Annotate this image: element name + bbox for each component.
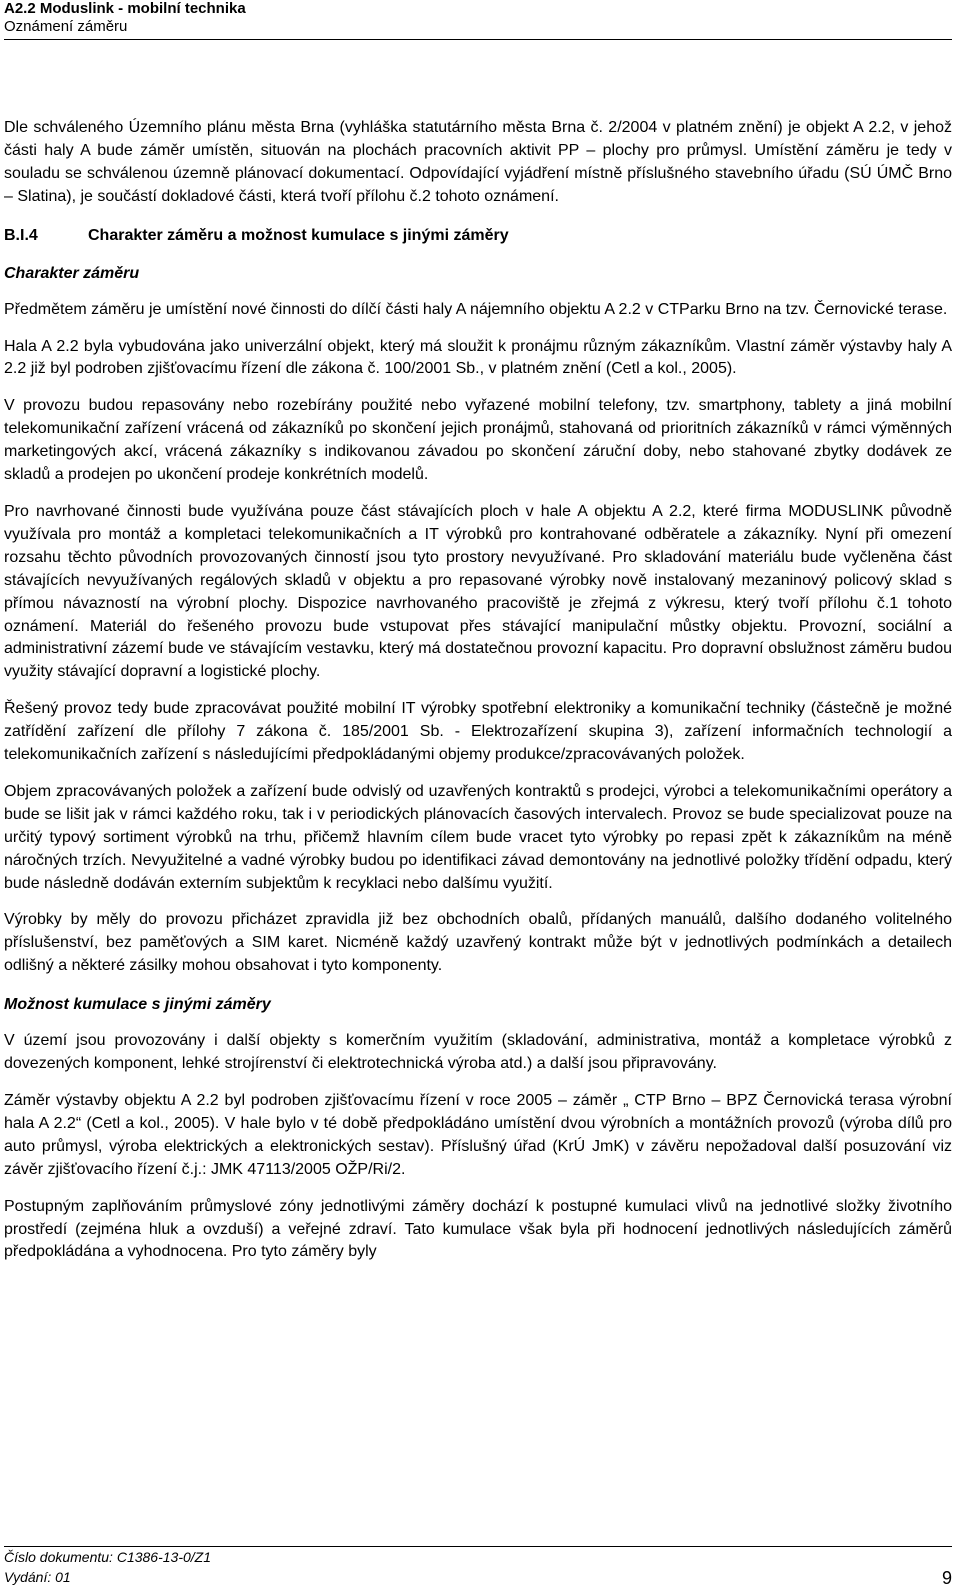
paragraph-subject: Předmětem záměru je umístění nové činnosti do dílčí části haly A nájemního objektu A 2.2 v CTParku Brno na tzv. Černovické terase. [4, 300, 948, 318]
paragraph-processing: Řešený provoz tedy bude zpracovávat použité mobilní IT výrobky spotřební elektroniky a komunikační techniky (částečně je možné zatřídění zařízení dle přílohy 7 zákona č. 185/2001 Sb. - Elektrozařízení skupina 3), zařízení informačních technologií a telekomunikačních zařízení s následujícími předpokládanými objemy produkce/zpracovávaných položek. [4, 700, 952, 764]
page-header [4, 0, 952, 36]
section-title: Charakter záměru a možnost kumulace s jinými záměry [88, 226, 509, 244]
paragraph-space: Pro navrhované činnosti bude využívána pouze část stávajících ploch v hale A objektu A 2.2, které firma MODUSLINK původně využívala pro montáž a kompletaci telekomunikačních a IT výrobků pro kontrahované odběratele a zákazníky. Nyní při omezení rozsahu těchto původních provozovaných činností jsou tyto prostory nevyužívané. Pro skladování materiálu bude vyčleněna část stávajících nevyužívaných regálových skladů v objektu a pro repasované výrobky nově instalovaný mezaninový policový sklad s přímou návazností na výrobní plochy. Dispozice navrhovaného pracoviště je zřejmá z výkresu, který tvoří přílohu č.1 tohoto oznámení. Materiál do řešeného provozu bude vstupovat přes stávající manipulační můstky objektu. Provozní, sociální a administrativní zázemí bude ve stávajícím vestavku, který má dostatečnou provozní kapacitu. Pro dopravní obslužnost záměru budou využity stávající dopravní a logistické plochy. [4, 502, 952, 681]
paragraph-area: V území jsou provozovány i další objekty s komerčním využitím (skladování, administrativa, montáž a kompletace výrobků z dovezených komponent, lehké strojírenství či elektrotechnická výroba atd.) a další jsou připravovány. [4, 1032, 952, 1073]
paragraph-hall: Hala A 2.2 byla vybudována jako univerzální objekt, který má sloužit k pronájmu různým zákazníkům. Vlastní záměr výstavby haly A 2.2 již byl podroben zjišťovacímu řízení dle zákona č. 100/2001 Sb., v platném znění (Cetl a kol., 2005). [4, 337, 952, 378]
header-subtitle: Oznámení záměru [4, 18, 128, 35]
document-body [4, 117, 952, 1264]
page-number: 9 [941, 1568, 952, 1588]
paragraph-screening: Záměr výstavby objektu A 2.2 byl podroben zjišťovacímu řízení v roce 2005 – záměr „ CTP Brno – BPZ Černovická terasa výrobní hala A 2.2“ (Cetl a kol., 2005). V hale bylo v té době předpokládáno umístění dvou výrobních a montážních provozů (výroba dílů pro auto průmysl, výroba elektrických a elektronických sestav). Příslušný úřad (KrÚ JmK) v závěru nepožadoval další posuzování viz závěr zjišťovacího řízení č.j.: JMK 47113/2005 OŽP/Ri/2. [4, 1092, 952, 1178]
section-heading [4, 225, 952, 247]
paragraph-zoning: Dle schváleného Územního plánu města Brna (vyhláška statutárního města Brna č. 2/2004 v platném znění) je objekt A 2.2, v jehož části haly A bude záměr umístěn, situován na plochách pracovních aktivit PP – plochy pro průmysl. Umístění záměru je tedy v souladu se schválenou územně plánovací dokumentací. Odpovídající vyjádření místně příslušného stavebního úřadu (SÚ ÚMČ Brno – Slatina), je součástí dokladové části, která tvoří přílohu č.2 tohoto oznámení. [4, 119, 952, 205]
header-title: A2.2 Moduslink - mobilní technika [4, 0, 246, 17]
subheading-cumulation: Možnost kumulace s jinými záměry [4, 996, 271, 1014]
footer-issue: Vydání: 01 [4, 1569, 71, 1585]
subheading-character: Charakter záměru [4, 264, 140, 282]
section-number: B.I.4 [4, 226, 38, 244]
paragraph-volume: Objem zpracovávaných položek a zařízení bude odvislý od uzavřených kontraktů s prodejci, výrobci a telekomunikačními operátory a bude se lišit jak v rámci každého roku, tak i v periodických plánovacích časových intervalech. Provoz se bude specializovat pouze na určitý typový sortiment výrobků na trhu, přičemž hlavním cílem bude vracet tyto výrobky po repasi zpět k zákazníkům na méně náročných trzích. Nevyužitelné a vadné výrobky budou po identifikaci závad demontovány na jednotlivé položky třídění odpadu, který bude následně dodáván externím subjektům k recyklaci nebo dalšímu využití. [4, 782, 952, 892]
paragraph-input: Výrobky by měly do provozu přicházet zpravidla již bez obchodních obalů, přídaných manuálů, dalšího dodaného volitelného příslušenství, bez paměťových a SIM karet. Nicméně každý uzavřený kontrakt může být v jednotlivých podmínkách a detailech odlišný a některé zásilky mohou obsahovat i tyto komponenty. [4, 911, 952, 975]
page-footer [4, 1546, 952, 1587]
paragraph-cumulation: Postupným zaplňováním průmyslové zóny jednotlivými záměry dochází k postupné kumulaci vlivů na jednotlivé složky životního prostředí (zejména hluk a ovzduší) a veřejné zdraví. Tato kumulace však byla při hodnocení jednotlivých následujících záměrů předpokládána a vyhodnocena. Pro tyto záměry byly [4, 1197, 952, 1261]
footer-doc-number: Číslo dokumentu: C1386-13-0/Z1 [4, 1549, 211, 1565]
paragraph-operation: V provozu budou repasovány nebo rozebírány použité nebo vyřazené mobilní telefony, tzv. smartphony, tablety a jiná mobilní telekomunikační zařízení vrácená od zákazníků po skončení jejich pronájmů, stahovaná od prioritních zákazníků v rámci výměnných marketingových akcí, vrácená zákazníky s indikovanou závadou po skončení záruční doby, nebo stahované zbytky dodávek ze skladů a prodejen po ukončení prodeje konkrétních modelů. [4, 397, 952, 484]
header-divider [4, 39, 952, 40]
